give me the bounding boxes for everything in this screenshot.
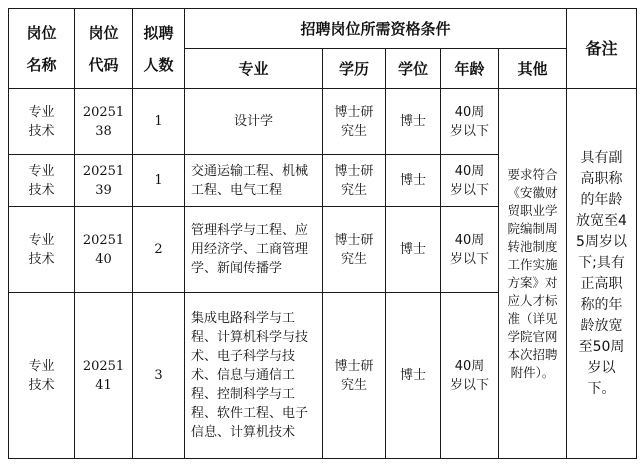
age: 40周岁以下 (441, 155, 499, 207)
header-major: 专业 (185, 49, 323, 89)
education: 博士研究生 (323, 89, 386, 155)
header-age: 年龄 (441, 49, 499, 89)
education: 博士研究生 (323, 155, 386, 207)
major: 交通运输工程、机械工程、电气工程 (185, 155, 323, 207)
position-code: 2025141 (75, 293, 133, 459)
major: 管理科学与工程、应用经济学、工商管理学、新闻传播学 (185, 207, 323, 293)
position-code: 2025140 (75, 207, 133, 293)
age: 40周岁以下 (441, 293, 499, 459)
recruitment-table (8, 8, 637, 459)
position-name: 专业技术 (9, 155, 75, 207)
degree: 博士 (386, 207, 441, 293)
header-qualification-group: 招聘岗位所需资格条件 (185, 9, 567, 49)
position-name: 专业技术 (9, 89, 75, 155)
hire-count: 2 (133, 207, 185, 293)
major: 集成电路科学与工程、计算机科学与技术、电子科学与技术、信息与通信工程、控制科学与工程、软件工程、电子信息、计算机技术 (185, 293, 323, 459)
header-degree: 学位 (386, 49, 441, 89)
position-name: 专业技术 (9, 293, 75, 459)
note: 具有副高职称的年龄放宽至45周岁以下;具有正高职称的年龄放宽至50周岁以下。 (567, 89, 637, 459)
education: 博士研究生 (323, 207, 386, 293)
degree: 博士 (386, 89, 441, 155)
age: 40周岁以下 (441, 207, 499, 293)
header-note: 备注 (567, 9, 637, 89)
major: 设计学 (185, 89, 323, 155)
other-requirements: 要求符合《安徽财贸职业学院编制周转池制度工作实施方案》对应人才标准（详见学院官网本次招聘附件）。 (499, 89, 567, 459)
position-name: 专业技术 (9, 207, 75, 293)
degree: 博士 (386, 155, 441, 207)
education: 博士研究生 (323, 293, 386, 459)
hire-count: 1 (133, 155, 185, 207)
header-position-code: 岗位代码 (75, 9, 133, 89)
position-code: 2025139 (75, 155, 133, 207)
header-hire-count: 拟聘人数 (133, 9, 185, 89)
degree: 博士 (386, 293, 441, 459)
header-position-name: 岗位名称 (9, 9, 75, 89)
hire-count: 1 (133, 89, 185, 155)
header-education: 学历 (323, 49, 386, 89)
header-other: 其他 (499, 49, 567, 89)
age: 40周岁以下 (441, 89, 499, 155)
hire-count: 3 (133, 293, 185, 459)
position-code: 2025138 (75, 89, 133, 155)
table-row (9, 89, 637, 155)
